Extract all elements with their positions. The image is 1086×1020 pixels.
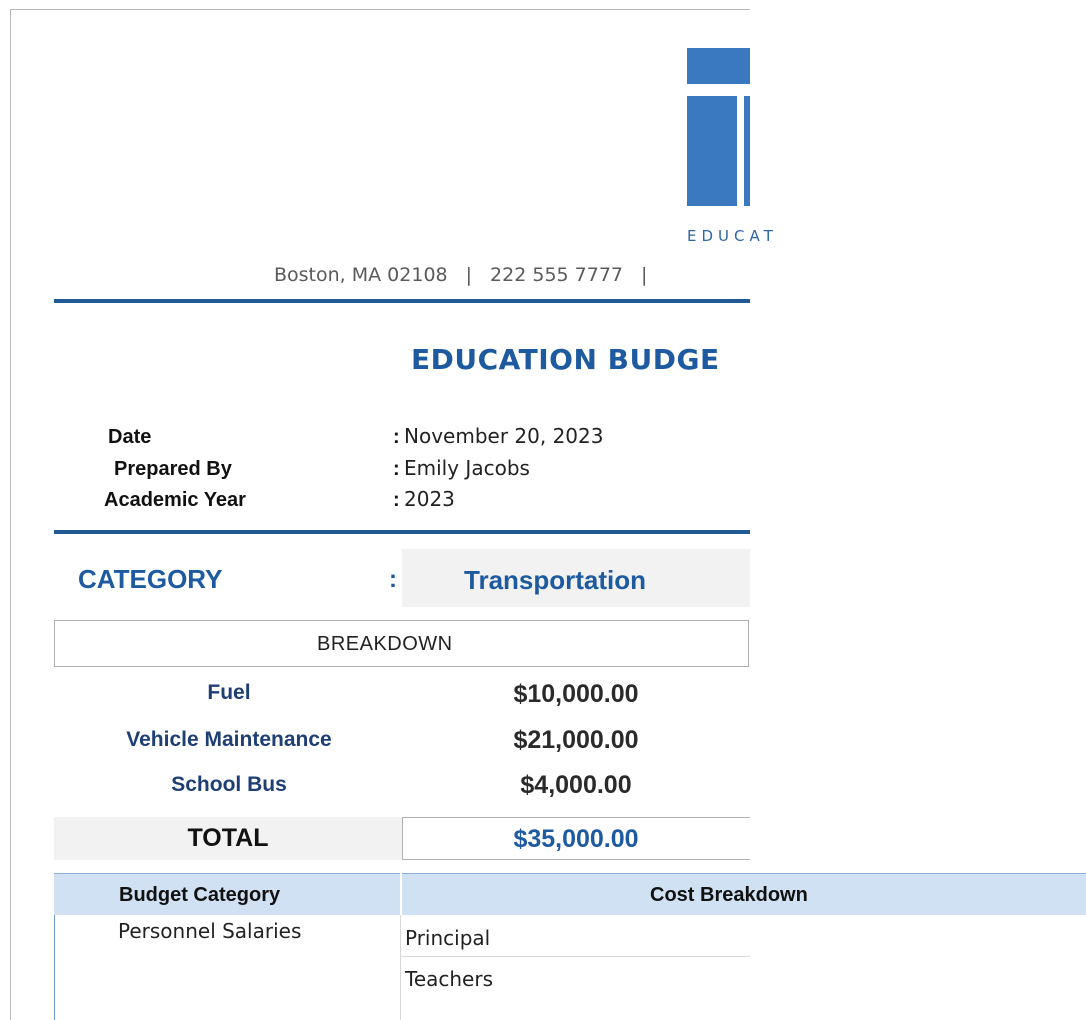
document-title: EDUCATION BUDGE	[411, 343, 720, 376]
meta-colon: :	[393, 426, 400, 448]
meta-year-label: Academic Year	[104, 489, 246, 511]
breakdown-item-amount: $10,000.00	[513, 680, 639, 708]
breakdown-item-label: Fuel	[207, 681, 251, 704]
meta-colon: :	[393, 489, 400, 511]
page-border-top	[10, 9, 750, 10]
table-cell-item: Principal	[405, 926, 491, 950]
breakdown-item-label: Vehicle Maintenance	[126, 728, 332, 751]
table-border	[400, 915, 401, 1020]
logo-bar	[744, 96, 750, 206]
category-colon: :	[389, 566, 397, 593]
breakdown-item-label: School Bus	[171, 773, 287, 796]
contact-separator: |	[465, 264, 473, 286]
meta-year-value: 2023	[404, 487, 455, 511]
category-label: CATEGORY	[78, 564, 223, 594]
table-header-cell	[402, 873, 808, 915]
logo-bar	[687, 48, 750, 84]
contact-line	[274, 264, 665, 286]
table-header-budget-category: Budget Category	[119, 884, 281, 906]
breakdown-item-amount: $21,000.00	[513, 726, 639, 754]
table-cell-category: Personnel Salaries	[118, 919, 302, 943]
table-row-divider	[401, 956, 750, 957]
table-cell-item: Teachers	[405, 967, 493, 991]
logo-bar	[687, 96, 737, 206]
meta-date-value: November 20, 2023	[404, 424, 604, 448]
meta-colon: :	[393, 458, 400, 480]
breakdown-item-amount: $4,000.00	[520, 771, 632, 799]
contact-address: Boston, MA 02108	[274, 264, 448, 286]
total-label: TOTAL	[187, 824, 269, 852]
breakdown-title: BREAKDOWN	[317, 633, 453, 655]
logo-wordmark: EDUCAT	[687, 227, 778, 245]
table-header-cost-breakdown: Cost Breakdown	[650, 884, 808, 906]
header-divider	[54, 299, 750, 303]
contact-separator: |	[641, 264, 648, 286]
meta-prepared-label: Prepared By	[114, 458, 232, 480]
category-value: Transportation	[464, 565, 647, 595]
total-value: $35,000.00	[513, 825, 639, 853]
page-border-left	[10, 9, 11, 1020]
table-border	[54, 915, 55, 1020]
meta-prepared-value: Emily Jacobs	[404, 456, 530, 480]
contact-phone: 222 555 7777	[490, 264, 624, 286]
meta-divider	[54, 530, 750, 534]
meta-date-label: Date	[108, 426, 152, 448]
